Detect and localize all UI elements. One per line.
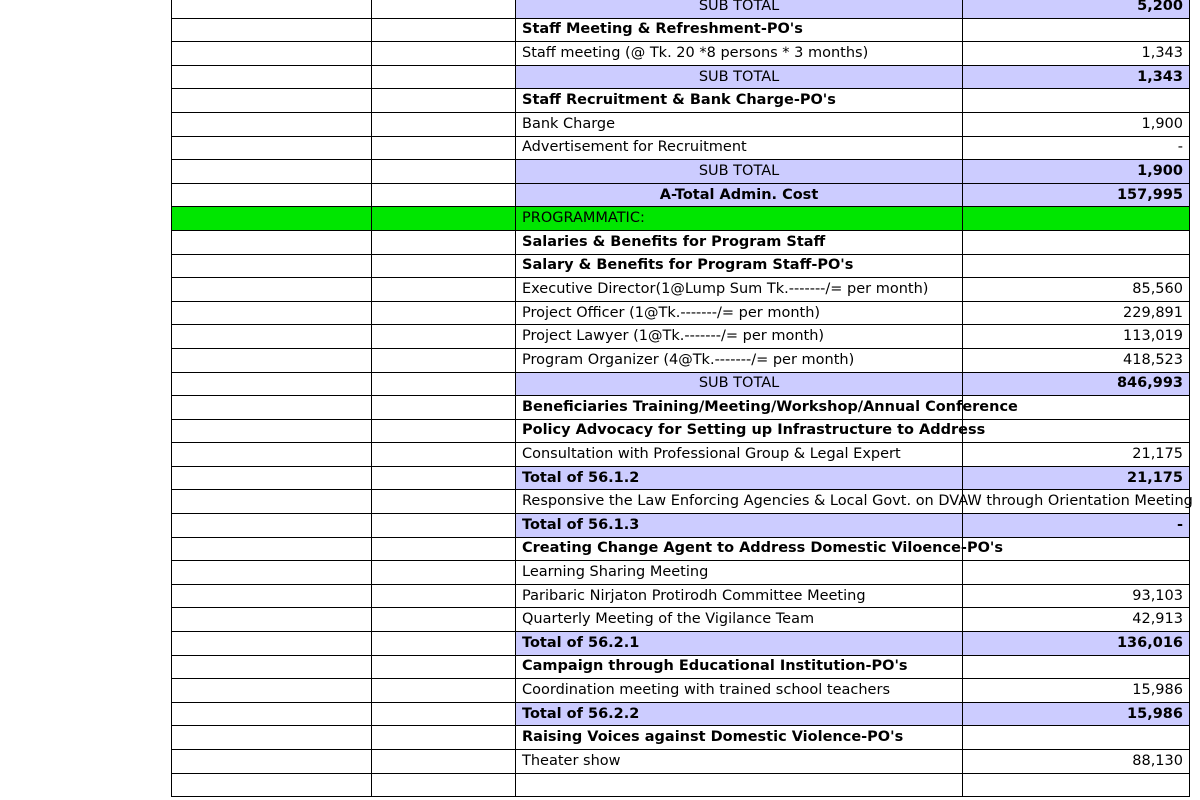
cell-col-b[interactable]	[372, 160, 516, 184]
cell-col-b[interactable]	[372, 254, 516, 278]
cell-col-a[interactable]	[172, 490, 372, 514]
table-row	[172, 112, 1190, 136]
cell-col-b[interactable]	[372, 419, 516, 443]
cell-col-b[interactable]	[372, 632, 516, 656]
cell-description[interactable]: SUB TOTAL	[516, 0, 963, 18]
cell-col-b[interactable]	[372, 18, 516, 42]
cell-col-a[interactable]	[172, 0, 372, 18]
cell-col-a[interactable]	[172, 301, 372, 325]
cell-amount[interactable]: 418,523	[963, 348, 1190, 372]
cell-description[interactable]: Total of 56.2.2	[516, 702, 963, 726]
cell-col-a[interactable]	[172, 112, 372, 136]
table-row	[172, 514, 1190, 538]
cell-col-a[interactable]	[172, 514, 372, 538]
table-row	[172, 136, 1190, 160]
table-row	[172, 632, 1190, 656]
cell-col-a[interactable]	[172, 183, 372, 207]
table-row	[172, 254, 1190, 278]
cell-description[interactable]	[516, 773, 963, 797]
cell-amount[interactable]: 1,343	[963, 65, 1190, 89]
cell-description[interactable]: PROGRAMMATIC:	[516, 207, 963, 231]
cell-amount[interactable]: -	[963, 136, 1190, 160]
cell-col-a[interactable]	[172, 160, 372, 184]
cell-description[interactable]: Total of 56.1.3	[516, 514, 963, 538]
cell-col-a[interactable]	[172, 207, 372, 231]
cell-col-b[interactable]	[372, 112, 516, 136]
cell-amount[interactable]	[963, 773, 1190, 797]
cell-col-b[interactable]	[372, 702, 516, 726]
cell-amount[interactable]: 93,103	[963, 584, 1190, 608]
cell-amount[interactable]: -	[963, 514, 1190, 538]
cell-description[interactable]: Staff meeting (@ Tk. 20 *8 persons * 3 months)	[516, 42, 963, 66]
cell-col-a[interactable]	[172, 18, 372, 42]
cell-col-a[interactable]	[172, 466, 372, 490]
table-row	[172, 750, 1190, 774]
cell-amount[interactable]: 21,175	[963, 443, 1190, 467]
cell-col-a[interactable]	[172, 65, 372, 89]
cell-amount[interactable]	[963, 230, 1190, 254]
cell-description[interactable]: Learning Sharing Meeting	[516, 561, 963, 585]
cell-description[interactable]: Staff Recruitment & Bank Charge-PO's	[516, 89, 963, 113]
cell-col-a[interactable]	[172, 419, 372, 443]
cell-description[interactable]: Program Organizer (4@Tk.-------/= per month)	[516, 348, 963, 372]
cell-col-b[interactable]	[372, 89, 516, 113]
table-row	[172, 301, 1190, 325]
cell-description[interactable]: SUB TOTAL	[516, 372, 963, 396]
cell-description[interactable]: Theater show	[516, 750, 963, 774]
table-row	[172, 655, 1190, 679]
cell-amount[interactable]	[963, 655, 1190, 679]
cell-col-b[interactable]	[372, 348, 516, 372]
cell-description[interactable]: Responsive the Law Enforcing Agencies & Local Govt. on DVAW through Orientation Meeting	[516, 490, 963, 514]
cell-col-a[interactable]	[172, 537, 372, 561]
table-row	[172, 561, 1190, 585]
cell-description[interactable]: SUB TOTAL	[516, 160, 963, 184]
cell-amount[interactable]: 42,913	[963, 608, 1190, 632]
table-row	[172, 773, 1190, 797]
table-row	[172, 490, 1190, 514]
cell-amount[interactable]: 1,900	[963, 160, 1190, 184]
cell-amount[interactable]: 113,019	[963, 325, 1190, 349]
cell-description[interactable]: Beneficiaries Training/Meeting/Workshop/Annual Conference	[516, 396, 963, 420]
table-row	[172, 183, 1190, 207]
cell-amount[interactable]: 88,130	[963, 750, 1190, 774]
cell-col-a[interactable]	[172, 608, 372, 632]
table-row	[172, 466, 1190, 490]
table-row	[172, 679, 1190, 703]
cell-description[interactable]: A-Total Admin. Cost	[516, 183, 963, 207]
cell-col-b[interactable]	[372, 584, 516, 608]
cell-description[interactable]: Creating Change Agent to Address Domestic Viloence-PO's	[516, 537, 963, 561]
cell-col-a[interactable]	[172, 42, 372, 66]
budget-table-body	[172, 0, 1193, 797]
table-row	[172, 89, 1190, 113]
cell-description[interactable]: Consultation with Professional Group & Legal Expert	[516, 443, 963, 467]
cell-col-b[interactable]	[372, 750, 516, 774]
cell-col-b[interactable]	[372, 65, 516, 89]
cell-amount[interactable]	[963, 207, 1190, 231]
cell-description[interactable]: Bank Charge	[516, 112, 963, 136]
cell-col-b[interactable]	[372, 490, 516, 514]
table-row	[172, 0, 1190, 18]
cell-description[interactable]: Staff Meeting & Refreshment-PO's	[516, 18, 963, 42]
cell-description[interactable]: SUB TOTAL	[516, 65, 963, 89]
cell-col-a[interactable]	[172, 632, 372, 656]
cell-col-a[interactable]	[172, 750, 372, 774]
table-row	[172, 396, 1190, 420]
table-row	[172, 584, 1190, 608]
cell-col-a[interactable]	[172, 372, 372, 396]
cell-col-b[interactable]	[372, 726, 516, 750]
cell-col-b[interactable]	[372, 537, 516, 561]
cell-col-a[interactable]	[172, 561, 372, 585]
cell-col-b[interactable]	[372, 136, 516, 160]
cell-description[interactable]: Total of 56.1.2	[516, 466, 963, 490]
table-row	[172, 702, 1190, 726]
cell-col-a[interactable]	[172, 89, 372, 113]
cell-description[interactable]: Project Lawyer (1@Tk.-------/= per month)	[516, 325, 963, 349]
cell-col-a[interactable]	[172, 726, 372, 750]
cell-description[interactable]: Coordination meeting with trained school teachers	[516, 679, 963, 703]
cell-col-a[interactable]	[172, 679, 372, 703]
cell-amount[interactable]: 846,993	[963, 372, 1190, 396]
cell-amount[interactable]	[963, 561, 1190, 585]
cell-amount[interactable]	[963, 726, 1190, 750]
cell-col-b[interactable]	[372, 679, 516, 703]
table-row	[172, 278, 1190, 302]
cell-col-a[interactable]	[172, 773, 372, 797]
table-row	[172, 230, 1190, 254]
table-row	[172, 65, 1190, 89]
cell-amount[interactable]	[963, 89, 1190, 113]
cell-amount[interactable]	[963, 18, 1190, 42]
cell-amount[interactable]	[963, 419, 1190, 443]
table-row	[172, 419, 1190, 443]
table-row	[172, 160, 1190, 184]
cell-col-b[interactable]	[372, 561, 516, 585]
cell-col-b[interactable]	[372, 183, 516, 207]
cell-description[interactable]: Executive Director(1@Lump Sum Tk.-------/= per month)	[516, 278, 963, 302]
cell-amount[interactable]: 15,986	[963, 702, 1190, 726]
cell-col-b[interactable]	[372, 325, 516, 349]
cell-col-a[interactable]	[172, 584, 372, 608]
cell-col-a[interactable]	[172, 254, 372, 278]
cell-col-b[interactable]	[372, 396, 516, 420]
cell-col-a[interactable]	[172, 136, 372, 160]
table-row	[172, 325, 1190, 349]
table-row	[172, 42, 1190, 66]
cell-col-b[interactable]	[372, 301, 516, 325]
cell-col-a[interactable]	[172, 702, 372, 726]
cell-description[interactable]: Quarterly Meeting of the Vigilance Team	[516, 608, 963, 632]
cell-col-a[interactable]	[172, 348, 372, 372]
cell-amount[interactable]: 5,200	[963, 0, 1190, 18]
cell-description[interactable]: Salary & Benefits for Program Staff-PO's	[516, 254, 963, 278]
table-row	[172, 348, 1190, 372]
cell-amount[interactable]	[963, 254, 1190, 278]
cell-col-a[interactable]	[172, 655, 372, 679]
cell-col-a[interactable]	[172, 396, 372, 420]
cell-col-a[interactable]	[172, 325, 372, 349]
cell-col-b[interactable]	[372, 230, 516, 254]
cell-col-b[interactable]	[372, 773, 516, 797]
cell-amount[interactable]: 1,343	[963, 42, 1190, 66]
cell-amount[interactable]: 157,995	[963, 183, 1190, 207]
cell-col-b[interactable]	[372, 372, 516, 396]
cell-description[interactable]: Raising Voices against Domestic Violence-PO's	[516, 726, 963, 750]
table-row	[172, 18, 1190, 42]
table-row	[172, 207, 1190, 231]
cell-description[interactable]: Paribaric Nirjaton Protirodh Committee Meeting	[516, 584, 963, 608]
budget-spreadsheet	[171, 0, 1193, 797]
cell-col-b[interactable]	[372, 608, 516, 632]
cell-col-b[interactable]	[372, 514, 516, 538]
cell-amount[interactable]: 136,016	[963, 632, 1190, 656]
cell-col-b[interactable]	[372, 443, 516, 467]
table-row	[172, 726, 1190, 750]
cell-col-b[interactable]	[372, 0, 516, 18]
cell-col-a[interactable]	[172, 230, 372, 254]
cell-col-b[interactable]	[372, 278, 516, 302]
table-row	[172, 443, 1190, 467]
cell-col-a[interactable]	[172, 278, 372, 302]
cell-amount[interactable]: 21,175	[963, 466, 1190, 490]
cell-col-b[interactable]	[372, 42, 516, 66]
cell-description[interactable]: Project Officer (1@Tk.-------/= per month)	[516, 301, 963, 325]
cell-description[interactable]: Total of 56.2.1	[516, 632, 963, 656]
cell-description[interactable]: Advertisement for Recruitment	[516, 136, 963, 160]
cell-description[interactable]: Policy Advocacy for Setting up Infrastructure to Address	[516, 419, 963, 443]
cell-amount[interactable]: 229,891	[963, 301, 1190, 325]
cell-col-a[interactable]	[172, 443, 372, 467]
table-row	[172, 537, 1190, 561]
cell-col-b[interactable]	[372, 207, 516, 231]
cell-amount[interactable]: 15,986	[963, 679, 1190, 703]
table-row	[172, 608, 1190, 632]
cell-col-b[interactable]	[372, 655, 516, 679]
cell-description[interactable]: Salaries & Benefits for Program Staff	[516, 230, 963, 254]
cell-amount[interactable]: 1,900	[963, 112, 1190, 136]
cell-amount[interactable]: 85,560	[963, 278, 1190, 302]
cell-description[interactable]: Campaign through Educational Institution-PO's	[516, 655, 963, 679]
cell-col-b[interactable]	[372, 466, 516, 490]
table-row	[172, 372, 1190, 396]
